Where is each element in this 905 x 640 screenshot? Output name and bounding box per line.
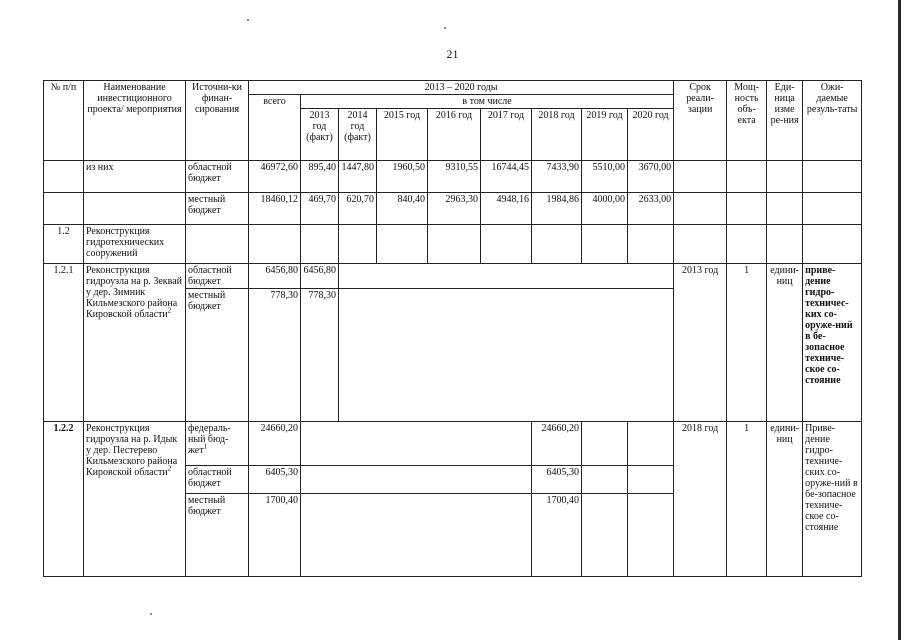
cell-num: [44, 161, 84, 193]
cell-2017: 16744,45: [481, 161, 532, 193]
cell-total: 6405,30: [249, 466, 301, 494]
investment-table: [43, 80, 862, 577]
header-year-2020: 2020 год: [628, 109, 674, 161]
cell-source: местный бюджет: [186, 193, 249, 225]
header-power: Мощ-ность объ-екта: [727, 81, 767, 161]
cell-2015: 1960,50: [377, 161, 428, 193]
cell-num: [44, 193, 84, 225]
cell-unit: едини-ниц: [767, 422, 803, 577]
cell-2020: 2633,00: [628, 193, 674, 225]
cell-unit: [767, 161, 803, 193]
cell-power: 1: [727, 422, 767, 577]
table-row: [44, 161, 862, 193]
header-unit: Еди-ница изме ре-ния: [767, 81, 803, 161]
cell-empty-years: [339, 289, 674, 422]
cell-2019: 4000,00: [582, 193, 628, 225]
cell-source: [186, 225, 249, 264]
cell-total: 18460,12: [249, 193, 301, 225]
header-year-2014: 2014 год (факт): [339, 109, 377, 161]
cell-source: областной бюджет: [186, 466, 249, 494]
cell-2018: 24660,20: [532, 422, 582, 466]
cell-2014: [339, 225, 377, 264]
header-row: [44, 81, 862, 95]
footnote-mark: 2: [167, 306, 172, 315]
cell-total: 6456,80: [249, 264, 301, 289]
cell-unit: [767, 225, 803, 264]
table-row: [44, 422, 862, 466]
cell-2013: 895,40: [301, 161, 339, 193]
cell-2018: 1984,86: [532, 193, 582, 225]
cell-name: [84, 193, 186, 225]
cell-result: [803, 161, 862, 193]
table-row: [44, 225, 862, 264]
cell-2016: [428, 225, 481, 264]
header-name: Наименование инвестиционного проекта/ мероприятия: [84, 81, 186, 161]
cell-2017: [481, 225, 532, 264]
header-incl: в том числе: [301, 95, 674, 109]
header-num: № п/п: [44, 81, 84, 161]
cell-term: 2018 год: [674, 422, 727, 577]
table-row: [44, 264, 862, 289]
table-row: [44, 193, 862, 225]
cell-name: Реконструкция гидротехнических сооружений: [84, 225, 186, 264]
cell-2015: 840,40: [377, 193, 428, 225]
cell-unit: едини-ниц: [767, 264, 803, 422]
cell-2019: 5510,00: [582, 161, 628, 193]
cell-result: приве-дение гидро-техничес-ких со-оруже-ний в бе-зопасное техниче-ское со-стояние: [803, 264, 862, 422]
source-label: федераль-ный бюд-жет: [188, 423, 231, 456]
cell-power: 1: [727, 264, 767, 422]
header-year-2016: 2016 год: [428, 109, 481, 161]
header-year-2013: 2013 год (факт): [301, 109, 339, 161]
cell-power: [727, 225, 767, 264]
cell-source: областной бюджет: [186, 264, 249, 289]
cell-2016: 2963,30: [428, 193, 481, 225]
cell-source: местный бюджет: [186, 289, 249, 422]
cell-name: [84, 422, 186, 577]
cell-power: [727, 193, 767, 225]
cell-term: 2013 год: [674, 264, 727, 422]
cell-num: 1.2: [44, 225, 84, 264]
cell-2018: 1700,40: [532, 494, 582, 577]
cell-num: 1.2.2: [44, 422, 84, 577]
cell-2016: 9310,55: [428, 161, 481, 193]
scan-edge: [898, 0, 901, 640]
cell-2019: [582, 225, 628, 264]
header-result: Ожи-даемые резуль-таты: [803, 81, 862, 161]
cell-empty-years: [301, 466, 532, 494]
cell-result: [803, 193, 862, 225]
footnote-mark: 2: [167, 464, 172, 473]
cell-2014: 620,70: [339, 193, 377, 225]
project-name: Реконструкция гидроузла на р. Зеквай у дер. Зимник Кильмезского района Кировской области: [86, 265, 183, 320]
cell-name: [84, 264, 186, 422]
cell-2019: [582, 466, 628, 494]
scan-speck: [247, 19, 249, 21]
cell-2020: [628, 422, 674, 466]
cell-term: [674, 225, 727, 264]
cell-total: 24660,20: [249, 422, 301, 466]
cell-2013: [301, 225, 339, 264]
cell-name: из них: [84, 161, 186, 193]
cell-source: [186, 422, 249, 466]
page-number: 21: [446, 47, 459, 61]
cell-num: 1.2.1: [44, 264, 84, 422]
header-term: Срок реали-зации: [674, 81, 727, 161]
cell-2019: [582, 422, 628, 466]
project-name: Реконструкция гидроузла на р. Идык у дер. Пестерево Кильмезского района Кировской области: [86, 423, 178, 478]
header-year-2015: 2015 год: [377, 109, 428, 161]
footnote-mark: 1: [203, 442, 208, 451]
cell-2019: [582, 494, 628, 577]
cell-empty-years: [339, 264, 674, 289]
cell-result: Приве-дение гидро-техниче-ских со-оруже-ний в бе-зопасное техниче-ское со-стояние: [803, 422, 862, 577]
header-year-2018: 2018 год: [532, 109, 582, 161]
cell-2020: 3670,00: [628, 161, 674, 193]
cell-2020: [628, 225, 674, 264]
cell-2018: [532, 225, 582, 264]
cell-empty-years: [301, 422, 532, 466]
cell-source: областной бюджет: [186, 161, 249, 193]
cell-empty-years: [301, 494, 532, 577]
cell-2013: 469,70: [301, 193, 339, 225]
cell-total: 1700,40: [249, 494, 301, 577]
cell-total: 778,30: [249, 289, 301, 422]
cell-2015: [377, 225, 428, 264]
cell-total: [249, 225, 301, 264]
cell-2020: [628, 466, 674, 494]
cell-2013: 778,30: [301, 289, 339, 422]
header-year-2017: 2017 год: [481, 109, 532, 161]
cell-2017: 4948,16: [481, 193, 532, 225]
cell-unit: [767, 193, 803, 225]
cell-power: [727, 161, 767, 193]
cell-2014: 1447,80: [339, 161, 377, 193]
cell-result: [803, 225, 862, 264]
cell-term: [674, 193, 727, 225]
cell-2013: 6456,80: [301, 264, 339, 289]
scan-speck: [150, 613, 152, 615]
scan-speck: [444, 27, 446, 29]
header-period: 2013 – 2020 годы: [249, 81, 674, 95]
cell-total: 46972,60: [249, 161, 301, 193]
cell-source: местный бюджет: [186, 494, 249, 577]
cell-2020: [628, 494, 674, 577]
header-source: Источни-ки финан-сирования: [186, 81, 249, 161]
cell-term: [674, 161, 727, 193]
header-total: всего: [249, 95, 301, 161]
cell-2018: 6405,30: [532, 466, 582, 494]
cell-2018: 7433,90: [532, 161, 582, 193]
header-year-2019: 2019 год: [582, 109, 628, 161]
